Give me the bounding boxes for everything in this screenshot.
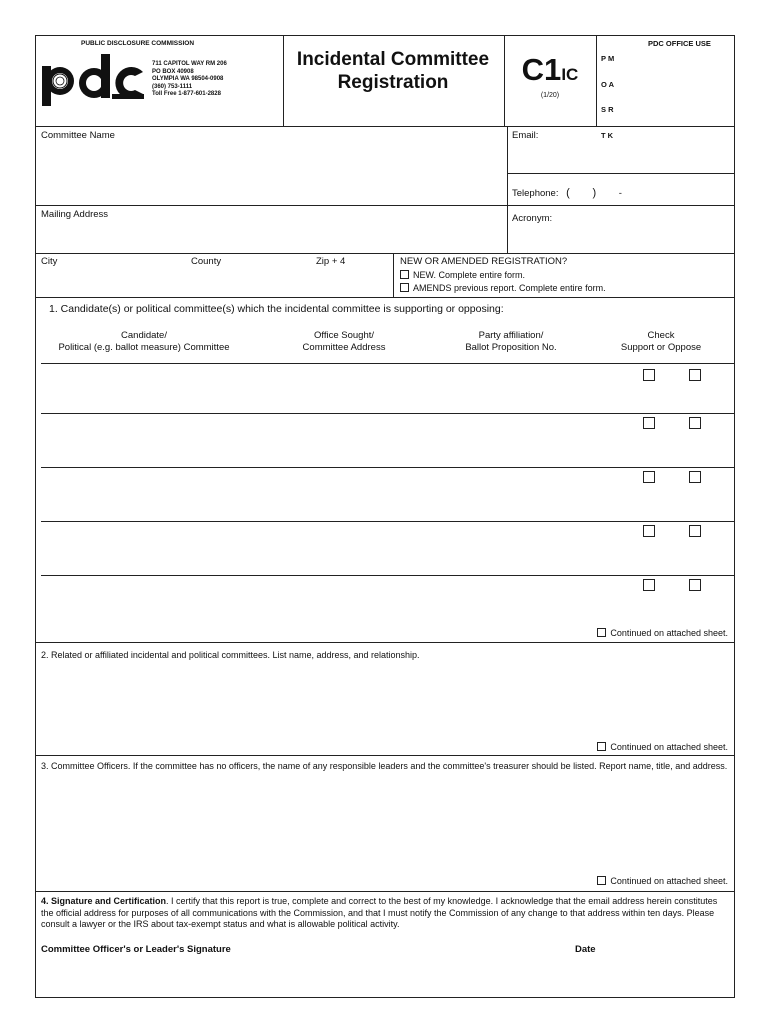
section2-continued-checkbox[interactable] — [597, 742, 606, 751]
committee-name-label: Committee Name — [41, 130, 115, 141]
candidate-row[interactable] — [41, 522, 631, 574]
amends-checkbox[interactable] — [400, 283, 409, 292]
postmark-area — [601, 38, 614, 157]
section2-continued-label: Continued on attached sheet. — [610, 742, 728, 752]
candidate-row[interactable] — [41, 414, 631, 466]
email-label: Email: — [512, 130, 539, 141]
col-office-header — [289, 330, 399, 354]
oppose-checkbox[interactable] — [689, 417, 701, 429]
city-label: City — [41, 256, 58, 267]
address-line: (360) 753-1111 — [152, 83, 193, 90]
support-checkbox[interactable] — [643, 525, 655, 537]
oppose-checkbox[interactable] — [689, 471, 701, 483]
col-party-header — [456, 330, 566, 354]
zip-label: Zip + 4 — [316, 256, 346, 267]
col-check-line2: Support or Oppose — [620, 342, 702, 353]
col-check-line1: Check — [647, 330, 675, 341]
address-line: OLYMPIA WA 98504-0908 — [152, 76, 224, 82]
form-code-suffix: IC — [561, 65, 579, 84]
telephone-input[interactable] — [576, 182, 726, 202]
form-revision: (1/20) — [540, 92, 560, 99]
acronym-input[interactable] — [509, 226, 731, 252]
new-option-label: NEW. Complete entire form. — [413, 270, 526, 280]
section4-certification — [41, 896, 729, 931]
signature-label: Committee Officer's or Leader's Signature — [41, 944, 231, 955]
new-option[interactable] — [400, 270, 525, 280]
title-line-2: Registration — [337, 72, 449, 93]
telephone-paren-open: ( — [566, 187, 570, 199]
section3-continued-checkbox[interactable] — [597, 876, 606, 885]
email-input[interactable] — [509, 142, 731, 172]
county-input[interactable] — [188, 268, 308, 295]
section4-title: 4. Signature and Certification — [41, 896, 167, 906]
registration-form — [35, 35, 735, 998]
support-checkbox[interactable] — [643, 579, 655, 591]
committee-name-input[interactable] — [38, 142, 504, 204]
col-party-line2: Ballot Proposition No. — [465, 342, 557, 353]
address-line: Toll Free 1-877-601-2828 — [152, 91, 221, 97]
date-label: Date — [575, 944, 596, 955]
section3-input[interactable] — [38, 788, 732, 872]
section3-title: 3. Committee Officers. If the committee has no officers, the name of any responsible leaders and the committee's treasurer should be listed. Report name, title, and address. — [41, 761, 728, 771]
candidate-row[interactable] — [41, 468, 631, 520]
col-office-line2: Committee Address — [302, 342, 386, 353]
form-code-main: C1 — [521, 52, 562, 87]
col-check-header — [611, 330, 711, 354]
telephone-label-text: Telephone: — [512, 188, 559, 199]
county-label: County — [191, 256, 222, 267]
col-candidate-line2: Political (e.g. ballot measure) Committee — [58, 342, 230, 353]
city-input[interactable] — [38, 268, 183, 295]
section1-continued[interactable] — [597, 628, 728, 638]
signature-input[interactable] — [38, 958, 558, 996]
support-checkbox[interactable] — [643, 471, 655, 483]
col-office-line1: Office Sought/ — [313, 330, 375, 341]
title-line-1: Incidental Committee — [296, 49, 490, 70]
zip-input[interactable] — [313, 268, 390, 295]
amends-option[interactable] — [400, 283, 606, 293]
section2-continued[interactable] — [597, 742, 728, 752]
section4-text: . I certify that this report is true, complete and correct to the best of my knowledge. I acknowledge that the email address herein constitutes the official address for purposes of all communications with the Commission, and that I must notify the Commission of any change to that address within ten days. Please consult a lawyer or the IRS about tax-exempt status and what is allowable political activity. — [41, 896, 718, 929]
mailing-address-label: Mailing Address — [41, 209, 109, 220]
oppose-checkbox[interactable] — [689, 369, 701, 381]
col-candidate-line1: Candidate/ — [121, 330, 167, 341]
col-party-line1: Party affiliation/ — [478, 330, 544, 341]
col-candidate-header — [44, 330, 244, 354]
section2-input[interactable] — [38, 664, 732, 738]
address-line: PO BOX 40908 — [152, 68, 194, 75]
section3-continued-label: Continued on attached sheet. — [610, 876, 728, 886]
oppose-checkbox[interactable] — [689, 579, 701, 591]
office-use-label: PDC OFFICE USE — [648, 39, 711, 48]
form-code — [504, 52, 596, 88]
address-line: 711 CAPITOL WAY RM 206 — [152, 61, 227, 67]
postmark-row: S R — [601, 105, 614, 114]
candidate-row[interactable] — [41, 576, 631, 626]
support-checkbox[interactable] — [643, 369, 655, 381]
section1-continued-checkbox[interactable] — [597, 628, 606, 637]
section2-title: 2. Related or affiliated incidental and political committees. List name, address, and relationship. — [41, 650, 420, 660]
section3-continued[interactable] — [597, 876, 728, 886]
new-checkbox[interactable] — [400, 270, 409, 279]
date-input[interactable] — [566, 958, 731, 996]
registration-question: NEW OR AMENDED REGISTRATION? — [400, 256, 568, 267]
agency-address — [152, 61, 227, 99]
mailing-address-input[interactable] — [38, 221, 504, 252]
postmark-row: P M — [601, 54, 615, 63]
telephone-dash: - — [618, 188, 622, 199]
candidate-row[interactable] — [41, 364, 631, 412]
pdc-logo — [39, 50, 147, 110]
support-checkbox[interactable] — [643, 417, 655, 429]
oppose-checkbox[interactable] — [689, 525, 701, 537]
amends-option-label: AMENDS previous report. Complete entire form. — [413, 283, 606, 293]
telephone-paren-close: ) — [592, 187, 597, 199]
postmark-row: O A — [601, 79, 615, 89]
agency-name: PUBLIC DISCLOSURE COMMISSION — [81, 40, 195, 47]
acronym-label: Acronym: — [512, 213, 553, 224]
section1-title: 1. Candidate(s) or political committee(s) which the incidental committee is supporting or opposing: — [49, 303, 504, 315]
postmark-row: T K — [601, 130, 614, 140]
form-title — [283, 48, 503, 94]
section1-continued-label: Continued on attached sheet. — [610, 628, 728, 638]
